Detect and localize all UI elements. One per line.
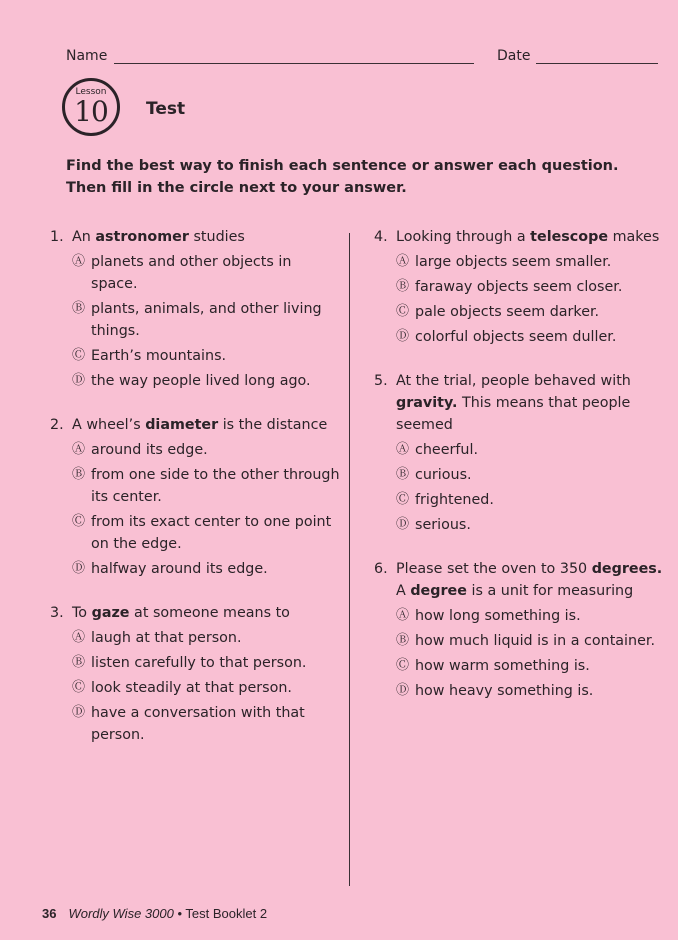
vocab-word: gaze — [91, 605, 130, 621]
answer-option[interactable] — [72, 298, 340, 342]
question-number: 3. — [50, 605, 64, 621]
question-text — [72, 414, 327, 436]
stem-text: makes — [608, 229, 660, 245]
option-text: large objects seem smaller. — [415, 254, 612, 270]
option-text: how warm something is. — [415, 658, 590, 674]
lesson-badge — [62, 78, 120, 136]
option-text: faraway objects seem closer. — [415, 279, 623, 295]
right-column — [374, 226, 674, 724]
answer-bubble-icon[interactable]: Ⓑ — [72, 467, 86, 482]
answer-option[interactable] — [72, 251, 340, 295]
answer-option[interactable] — [72, 439, 340, 461]
answer-bubble-icon[interactable]: Ⓑ — [72, 655, 86, 670]
question-number: 1. — [50, 229, 64, 245]
answer-bubble-icon[interactable]: Ⓒ — [72, 348, 86, 363]
option-text: colorful objects seem duller. — [415, 329, 617, 345]
question-6 — [374, 558, 674, 702]
book-title: Wordly Wise 3000 — [68, 906, 174, 921]
option-text: look steadily at that person. — [91, 680, 292, 696]
question-stem — [50, 226, 340, 248]
answer-option[interactable] — [396, 301, 674, 323]
answer-option[interactable] — [396, 605, 674, 627]
question-1 — [50, 226, 340, 392]
answer-option[interactable] — [396, 326, 674, 348]
question-stem — [374, 558, 674, 602]
booklet-name: Test Booklet 2 — [185, 906, 268, 921]
question-text — [396, 226, 659, 248]
option-text: how long something is. — [415, 608, 581, 624]
name-field[interactable] — [114, 63, 474, 64]
option-text: Earth’s mountains. — [91, 348, 227, 364]
vocab-word: diameter — [145, 417, 219, 433]
stem-text: at someone means to — [129, 605, 290, 621]
answer-option[interactable] — [72, 370, 340, 392]
answer-option[interactable] — [396, 680, 674, 702]
stem-text: A wheel’s — [72, 417, 146, 433]
answer-option[interactable] — [72, 464, 340, 508]
answer-option[interactable] — [396, 464, 674, 486]
answer-bubble-icon[interactable]: Ⓐ — [396, 442, 410, 457]
stem-text: A — [396, 583, 411, 599]
question-5 — [374, 370, 674, 536]
stem-text: This means that people seemed — [396, 395, 631, 433]
option-text: how much liquid is in a container. — [415, 633, 655, 649]
answer-bubble-icon[interactable]: Ⓐ — [72, 630, 86, 645]
answer-bubble-icon[interactable]: Ⓑ — [396, 467, 410, 482]
option-text: plants, animals, and other living things. — [91, 301, 322, 339]
date-label: Date — [497, 48, 531, 64]
question-number: 4. — [374, 229, 388, 245]
answer-bubble-icon[interactable]: Ⓒ — [396, 492, 410, 507]
answer-bubble-icon[interactable]: Ⓓ — [396, 517, 410, 532]
answer-bubble-icon[interactable]: Ⓓ — [72, 705, 86, 720]
stem-text: To — [72, 605, 92, 621]
question-number: 2. — [50, 417, 64, 433]
option-text: planets and other objects in space. — [91, 254, 292, 292]
answer-bubble-icon[interactable]: Ⓓ — [396, 329, 410, 344]
question-number: 5. — [374, 373, 388, 389]
stem-text: is a unit for measuring — [466, 583, 634, 599]
answer-option[interactable] — [396, 630, 674, 652]
question-text — [396, 558, 662, 602]
answer-option[interactable] — [72, 345, 340, 367]
page-title: Test — [146, 99, 186, 119]
stem-text: An — [72, 229, 96, 245]
answer-bubble-icon[interactable]: Ⓒ — [72, 514, 86, 529]
answer-option[interactable] — [72, 652, 340, 674]
answer-option[interactable] — [396, 439, 674, 461]
option-text: halfway around its edge. — [91, 561, 268, 577]
option-text: laugh at that person. — [91, 630, 242, 646]
vocab-word: astronomer — [95, 229, 189, 245]
column-divider — [349, 233, 350, 886]
option-text: listen carefully to that person. — [91, 655, 307, 671]
question-number: 6. — [374, 561, 388, 577]
question-text — [396, 370, 674, 436]
question-2 — [50, 414, 340, 580]
answer-bubble-icon[interactable]: Ⓓ — [72, 561, 86, 576]
name-label: Name — [66, 48, 108, 64]
vocab-word: telescope — [530, 229, 609, 245]
question-text — [72, 602, 290, 624]
stem-text: studies — [188, 229, 245, 245]
option-text: frightened. — [415, 492, 494, 508]
option-text: have a conversation with that person. — [91, 705, 305, 743]
question-stem — [374, 226, 674, 248]
answer-option[interactable] — [72, 558, 340, 580]
answer-bubble-icon[interactable]: Ⓒ — [396, 658, 410, 673]
answer-bubble-icon[interactable]: Ⓓ — [396, 683, 410, 698]
left-column — [50, 226, 340, 768]
page-number: 36 — [42, 906, 57, 921]
answer-option[interactable] — [72, 677, 340, 699]
vocab-word: gravity. — [396, 395, 458, 411]
answer-bubble-icon[interactable]: Ⓑ — [396, 633, 410, 648]
answer-option[interactable] — [72, 702, 340, 746]
answer-option[interactable] — [72, 627, 340, 649]
stem-text: is the distance — [218, 417, 328, 433]
vocab-word: degree — [410, 583, 467, 599]
instructions: Find the best way to finish each sentence or answer each question. Then fill in the circle next to your answer. — [66, 158, 619, 196]
page-footer — [42, 906, 267, 921]
stem-text: Please set the oven to 350 — [396, 561, 592, 577]
lesson-label: Lesson — [75, 87, 107, 97]
answer-option[interactable] — [396, 655, 674, 677]
option-text: cheerful. — [415, 442, 479, 458]
option-text: from its exact center to one point on the edge. — [91, 514, 332, 552]
answer-bubble-icon[interactable]: Ⓐ — [396, 254, 410, 269]
footer-separator: • — [173, 906, 186, 921]
question-3 — [50, 602, 340, 746]
answer-bubble-icon[interactable]: Ⓐ — [396, 608, 410, 623]
answer-option[interactable] — [396, 251, 674, 273]
stem-text: Looking through a — [396, 229, 531, 245]
question-stem — [50, 414, 340, 436]
date-field[interactable] — [536, 63, 658, 64]
question-stem — [50, 602, 340, 624]
answer-bubble-icon[interactable]: Ⓑ — [72, 301, 86, 316]
answer-bubble-icon[interactable]: Ⓓ — [72, 373, 86, 388]
option-text: curious. — [415, 467, 472, 483]
answer-option[interactable] — [396, 276, 674, 298]
option-text: the way people lived long ago. — [91, 373, 311, 389]
question-4 — [374, 226, 674, 348]
answer-bubble-icon[interactable]: Ⓐ — [72, 254, 86, 269]
lesson-number: 10 — [74, 95, 108, 128]
answer-option[interactable] — [396, 489, 674, 511]
answer-option[interactable] — [396, 514, 674, 536]
answer-option[interactable] — [72, 511, 340, 555]
option-text: pale objects seem darker. — [415, 304, 600, 320]
option-text: serious. — [415, 517, 471, 533]
answer-bubble-icon[interactable]: Ⓒ — [396, 304, 410, 319]
stem-text: At the trial, people behaved with — [396, 373, 631, 389]
option-text: around its edge. — [91, 442, 208, 458]
question-text — [72, 226, 245, 248]
vocab-word: degrees. — [591, 561, 663, 577]
answer-bubble-icon[interactable]: Ⓒ — [72, 680, 86, 695]
answer-bubble-icon[interactable]: Ⓐ — [72, 442, 86, 457]
option-text: how heavy something is. — [415, 683, 594, 699]
option-text: from one side to the other through its center. — [91, 467, 340, 505]
answer-bubble-icon[interactable]: Ⓑ — [396, 279, 410, 294]
question-stem — [374, 370, 674, 436]
